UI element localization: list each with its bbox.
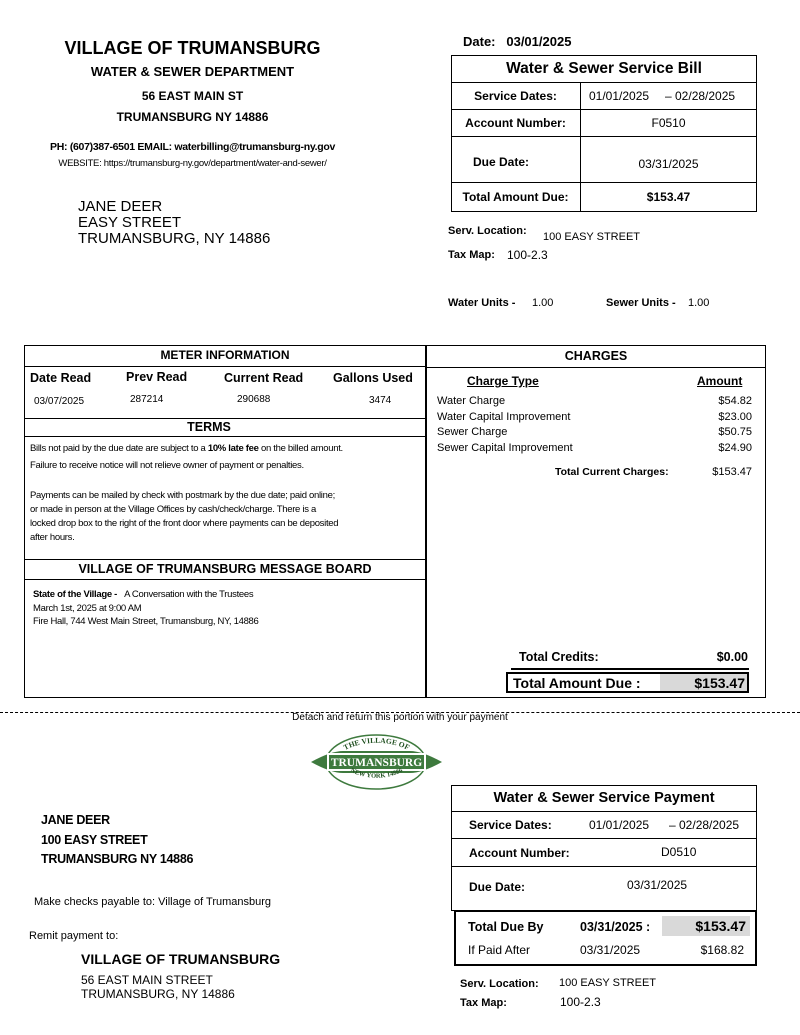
message-board-place: Fire Hall, 744 West Main Street, Trumansburg, NY, 14886: [33, 616, 259, 627]
charge-item-amount: $24.90: [718, 441, 752, 454]
stub-service-start: 01/01/2025: [589, 818, 650, 832]
office-city: TRUMANSBURG NY 14886: [116, 110, 269, 124]
current-charges-label: Total Current Charges:: [555, 466, 669, 478]
stub-location: 100 EASY STREET: [559, 977, 657, 989]
charge-item-label: Sewer Charge: [437, 426, 508, 438]
water-units-label: Water Units -: [448, 297, 516, 309]
terms-line1-post: on the billed amount.: [258, 443, 343, 454]
credits-value: $0.00: [716, 650, 748, 664]
bill-summary-box: [451, 55, 757, 212]
terms-para-line: Payments can be mailed by check with postmark by the due date; paid online;: [30, 490, 335, 501]
message-board-label: State of the Village -: [33, 589, 118, 600]
seal-top-path: THE VILLAGE OF: [341, 735, 412, 752]
terms-late-fee: [30, 443, 422, 454]
charge-item-amount: $50.75: [718, 426, 752, 438]
charge-item-label: Water Charge: [437, 395, 506, 407]
tax-map: 100-2.3: [507, 248, 548, 262]
current-charges: $153.47: [712, 466, 752, 478]
message-board-title: VILLAGE OF TRUMANSBURG MESSAGE BOARD: [78, 562, 372, 576]
terms-paragraph: [30, 489, 338, 545]
meter-header-current: Current Read: [224, 371, 304, 385]
account-number: F0510: [651, 116, 686, 130]
stub-account-label: Account Number:: [469, 846, 570, 860]
meter-header-prev: Prev Read: [126, 370, 188, 384]
due-date: 03/31/2025: [638, 157, 699, 171]
charge-labels: [437, 394, 573, 456]
meter-gallons-used: 3474: [369, 395, 392, 406]
charges-title: CHARGES: [564, 349, 628, 363]
sewer-units-label: Sewer Units -: [606, 297, 676, 309]
recipient-street: EASY STREET: [78, 214, 182, 231]
charge-item-amount: $54.82: [718, 395, 752, 407]
contact-line: PH: (607)387-6501 EMAIL: waterbilling@trumansburg-ny.gov: [50, 141, 335, 153]
amount-header: Amount: [697, 374, 743, 388]
village-name: VILLAGE OF TRUMANSBURG: [64, 38, 321, 58]
terms-para-line: or made in person at the Village Offices by cash/check/charge. There is a: [30, 504, 316, 515]
charge-amounts: [680, 394, 752, 456]
make-checks-payable: Make checks payable to: Village of Trumansburg: [34, 896, 272, 908]
meter-prev-read: 287214: [130, 394, 164, 405]
payment-title: Water & Sewer Service Payment: [493, 790, 715, 806]
terms-late-fee-bold: 10% late fee: [207, 443, 259, 454]
bill-date: [463, 34, 571, 49]
bill-date-label: Date:: [463, 34, 496, 49]
service-location-label: Serv. Location:: [448, 225, 527, 237]
terms-para-line: locked drop box to the right of the front door where payments can be deposited: [30, 518, 339, 529]
account-label: Account Number:: [465, 116, 566, 130]
remit-address: [81, 973, 235, 1001]
department-name: WATER & SEWER DEPARTMENT: [90, 64, 295, 79]
service-dates-label: Service Dates:: [474, 89, 557, 103]
remit-name: VILLAGE OF TRUMANSBURG: [81, 951, 281, 967]
message-board-date: March 1st, 2025 at 9:00 AM: [33, 602, 142, 614]
remit-street: 56 EAST MAIN STREET: [81, 973, 213, 987]
meter-current-read: 290688: [237, 394, 271, 405]
detach-instruction: Detach and return this portion with your payment: [292, 712, 508, 723]
meter-title: METER INFORMATION: [160, 348, 290, 362]
meter-header-gallons: Gallons Used: [333, 371, 413, 385]
terms-line1-pre: Bills not paid by the due date are subject to a: [30, 443, 208, 454]
recipient-name: JANE DEER: [78, 198, 163, 215]
sewer-units: 1.00: [688, 297, 710, 309]
remit-city: TRUMANSBURG, NY 14886: [81, 987, 235, 1001]
recipient-city: TRUMANSBURG, NY 14886: [78, 230, 271, 247]
tax-map-label: Tax Map:: [448, 249, 495, 261]
meter-header-date: Date Read: [30, 371, 92, 385]
total-due-label: Total Amount Due:: [462, 190, 569, 204]
terms-para-line: after hours.: [30, 532, 75, 543]
message-board-content: [33, 588, 259, 629]
stub-tax-map-label: Tax Map:: [460, 997, 507, 1009]
charge-type-header: Charge Type: [467, 374, 539, 388]
stub-service-end: – 02/28/2025: [669, 818, 740, 832]
charge-item-label: Sewer Capital Improvement: [437, 441, 573, 454]
message-board-text: A Conversation with the Trustees: [124, 589, 254, 600]
water-units: 1.00: [532, 297, 554, 309]
service-location: 100 EASY STREET: [543, 231, 641, 243]
stub-street: 100 EASY STREET: [41, 832, 148, 847]
terms-line2: Failure to receive notice will not relieve owner of payment or penalties.: [30, 460, 304, 471]
stub-account-number: D0510: [661, 845, 697, 859]
paid-after-label: If Paid After: [468, 943, 531, 957]
office-street: 56 EAST MAIN ST: [141, 89, 244, 103]
terms-title: TERMS: [187, 420, 231, 434]
stub-city: TRUMANSBURG NY 14886: [41, 852, 194, 866]
stub-location-label: Serv. Location:: [460, 978, 539, 990]
seal-name: TRUMANSBURG: [330, 757, 423, 769]
stub-address: [41, 811, 193, 870]
charges-total-label: Total Amount Due :: [513, 675, 641, 691]
total-due-by-amount: $153.47: [695, 918, 746, 934]
charges-total-value: $153.47: [694, 675, 745, 691]
seal-bottom-path: NEW YORK 14886: [349, 766, 404, 780]
paid-after-amount: $168.82: [700, 943, 744, 957]
credits-label: Total Credits:: [519, 650, 599, 664]
bill-title: Water & Sewer Service Bill: [506, 60, 702, 77]
stub-due-date: 03/31/2025: [627, 878, 688, 892]
stub-due-date-label: Due Date:: [469, 880, 526, 894]
charge-item-amount: $23.00: [718, 410, 752, 423]
meter-date-read: 03/07/2025: [34, 396, 85, 407]
charge-item-label: Water Capital Improvement: [437, 410, 571, 423]
remit-label: Remit payment to:: [29, 930, 119, 942]
due-date-label: Due Date:: [472, 155, 529, 169]
recipient-address: [78, 199, 270, 247]
service-end: – 02/28/2025: [665, 89, 736, 103]
service-start: 01/01/2025: [589, 89, 650, 103]
total-due: $153.47: [646, 190, 691, 204]
stub-service-dates-label: Service Dates:: [469, 818, 552, 832]
paid-after-date: 03/31/2025: [580, 943, 641, 957]
stub-name: JANE DEER: [41, 813, 110, 827]
bill-date-value: 03/01/2025: [506, 34, 572, 49]
total-due-by-label: Total Due By: [468, 920, 544, 934]
total-due-by-date: 03/31/2025 :: [580, 920, 651, 934]
stub-tax-map: 100-2.3: [560, 995, 601, 1009]
website-line: WEBSITE: https://trumansburg-ny.gov/department/water-and-sewer/: [58, 158, 327, 169]
village-seal-logo: [309, 729, 444, 791]
